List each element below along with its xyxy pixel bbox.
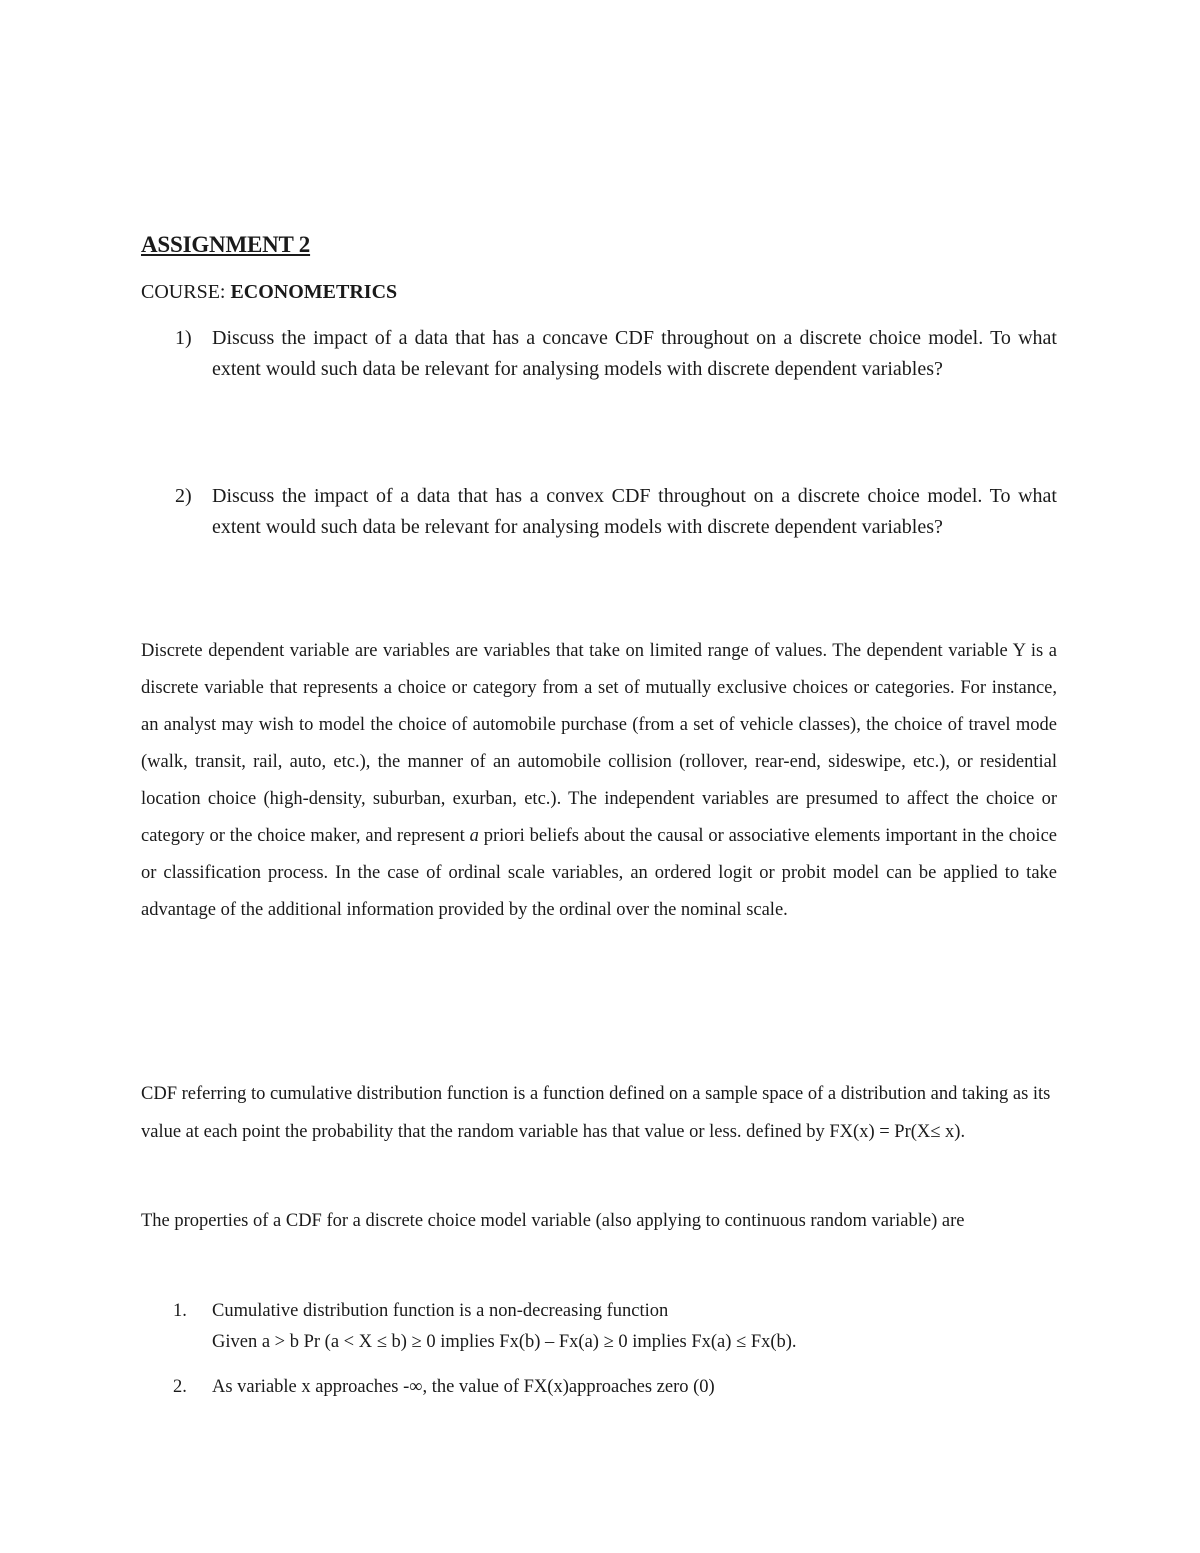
course-name: ECONOMETRICS (230, 281, 398, 303)
property-number: 2. (173, 1377, 187, 1397)
paragraph-text: Discrete dependent variable are variables are variables that take on limited range of values. The dependent variable Y is a discrete variable that represents a choice or category from a set of mutually exclusive choices or categories. For instance, an analyst may wish to model the choice of automobile purchase (from a set of vehicle classes), the choice of travel mode (walk, transit, rail, auto, etc.), the manner of an automobile collision (rollover, rear-end, sideswipe, etc.), or residential location choice (high-density, suburban, exurban, etc.). The independent variables are presumed to affect the choice or category or the choice maker, and represent (141, 641, 1057, 846)
question-number: 1) (175, 327, 192, 349)
question-text: Discuss the impact of a data that has a concave CDF throughout on a discrete choice model. To what extent would such data be relevant for analysing models with discrete dependent variables? (212, 327, 1057, 380)
italic-word: a (469, 826, 479, 846)
property-text: As variable x approaches -∞, the value of FX(x)approaches zero (0) (212, 1377, 715, 1397)
assignment-title: ASSIGNMENT 2 (141, 232, 311, 257)
paragraph-text: priori beliefs about the causal or associative elements important in the choice or classification process. In the case of ordinal scale variables, an ordered logit or probit model can be applied to take advantage of the additional information provided by the ordinal over the nominal scale. (141, 826, 1057, 920)
question-1 (175, 323, 1057, 385)
question-text: Discuss the impact of a data that has a convex CDF throughout on a discrete choice model. To what extent would such data be relevant for analysing models with discrete dependent variables? (212, 485, 1057, 538)
property-item-1 (173, 1296, 797, 1358)
paragraph-cdf-definition: CDF referring to cumulative distribution function is a function defined on a sample space of a distribution and taking as its value at each point the probability that the random variable has that value or less. defined by FX(x) = Pr(X≤ x). (141, 1084, 1051, 1142)
course-line (141, 281, 397, 304)
paragraph-cdf-properties-intro: The properties of a CDF for a discrete choice model variable (also applying to continuous random variable) are (141, 1211, 965, 1231)
property-subtext: Given a > b Pr (a < X ≤ b) ≥ 0 implies Fx(b) – Fx(a) ≥ 0 implies Fx(a) ≤ Fx(b). (212, 1332, 797, 1352)
question-number: 2) (175, 485, 192, 507)
paragraph-discrete-dependent-variable (141, 633, 1057, 929)
course-label: COURSE: (141, 281, 231, 303)
property-text: Cumulative distribution function is a non-decreasing function (212, 1301, 669, 1321)
question-2 (175, 481, 1057, 543)
property-number: 1. (173, 1301, 187, 1321)
property-item-2 (173, 1372, 715, 1403)
